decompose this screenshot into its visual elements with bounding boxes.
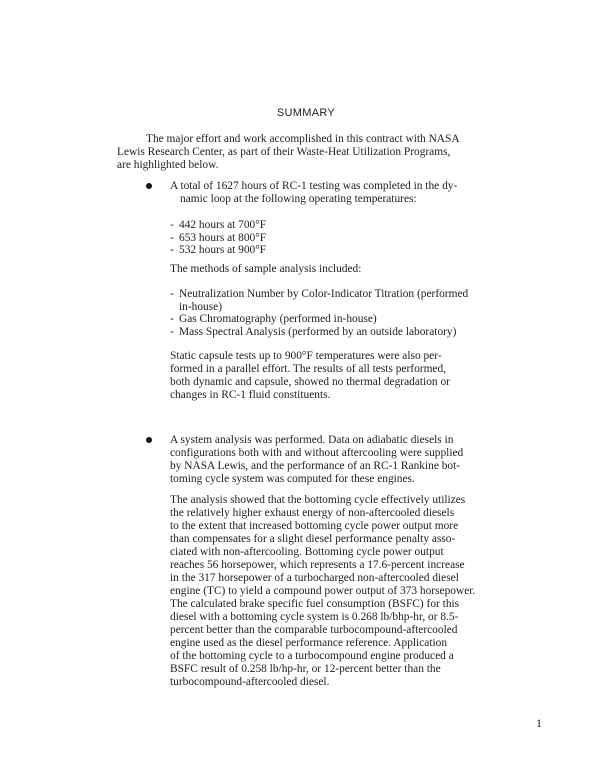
text-line: toming cycle system was computed for these engines.: [170, 473, 415, 485]
list-item: - Neutralization Number by Color-Indicator Titration (performed in-house): [170, 288, 469, 313]
text-line: the relatively higher exhaust energy of non-aftercooled diesels: [170, 507, 455, 519]
text-line: The major effort and work accomplished in this contract with NASA: [146, 133, 460, 145]
temperature-list: [170, 219, 266, 257]
text-line: in the 317 horsepower of a turbocharged non-aftercooled diesel: [170, 572, 459, 584]
page-number: 1: [536, 716, 542, 730]
text-line: The analysis showed that the bottoming cycle effectively utilizes: [170, 494, 466, 506]
text-line: by NASA Lewis, and the performance of an RC-1 Rankine bot-: [170, 460, 461, 472]
text-line: A total of 1627 hours of RC-1 testing was completed in the dy-: [170, 180, 458, 192]
text-line: ciated with non-aftercooling. Bottoming cycle power output: [170, 546, 444, 558]
bullet1-lead: [170, 180, 457, 206]
list-item: - Mass Spectral Analysis (performed by an outside laboratory): [170, 325, 457, 338]
bullet-marker: [146, 437, 152, 443]
list-item: - Gas Chromatography (performed in-house): [170, 313, 377, 326]
text-line: turbocompound-aftercooled diesel.: [170, 676, 330, 688]
text-line: A system analysis was performed. Data on adiabatic diesels in: [170, 434, 454, 446]
methods-intro: [170, 263, 361, 276]
methods-list: [170, 288, 468, 338]
list-item: - 653 hours at 800°F: [170, 231, 267, 244]
text-line: namic loop at the following operating temperatures:: [180, 193, 417, 205]
page-title: SUMMARY: [276, 107, 336, 119]
text-line: are highlighted below.: [117, 159, 219, 171]
text-line: Lewis Research Center, as part of their Waste-Heat Utilization Programs,: [117, 146, 451, 158]
text-line: formed in a parallel effort. The results of all tests performed,: [170, 363, 447, 375]
text-line: reaches 56 horsepower, which represents a 17.6-percent increase: [170, 559, 465, 571]
text-line: engine used as the diesel performance reference. Application: [170, 637, 448, 649]
text-line: to the extent that increased bottoming cycle power output more: [170, 520, 459, 532]
text-line: changes in RC-1 fluid constituents.: [170, 389, 331, 401]
bullet2-lead: [170, 434, 463, 486]
text-line: than compensates for a slight diesel performance penalty asso-: [170, 533, 456, 545]
bullet-marker: [146, 183, 152, 189]
text-line: percent better than the comparable turbocompound-aftercooled: [170, 624, 458, 636]
text-line: configurations both with and without aftercooling were supplied: [170, 447, 464, 459]
list-item: - 442 hours at 700°F: [170, 219, 267, 231]
text-line: engine (TC) to yield a compound power output of 373 horsepower.: [170, 585, 476, 597]
text-line: The methods of sample analysis included:: [170, 263, 362, 275]
text-line: Static capsule tests up to 900°F temperatures were also per-: [170, 350, 442, 362]
text-line: BSFC result of 0.258 lb/hp-hr, or 12-percent better than the: [170, 663, 441, 675]
text-line: The calculated brake specific fuel consumption (BSFC) for this: [170, 598, 460, 610]
text-line: both dynamic and capsule, showed no thermal degradation or: [170, 376, 450, 388]
analysis-paragraph: [170, 494, 475, 689]
static-capsule-paragraph: [170, 350, 450, 402]
text-line: of the bottoming cycle to a turbocompound engine produced a: [170, 650, 454, 662]
intro-paragraph: [117, 133, 460, 172]
list-item: - 532 hours at 900°F: [170, 244, 267, 257]
text-line: diesel with a bottoming cycle system is 0.268 lb/bhp-hr, or 8.5-: [170, 611, 459, 623]
